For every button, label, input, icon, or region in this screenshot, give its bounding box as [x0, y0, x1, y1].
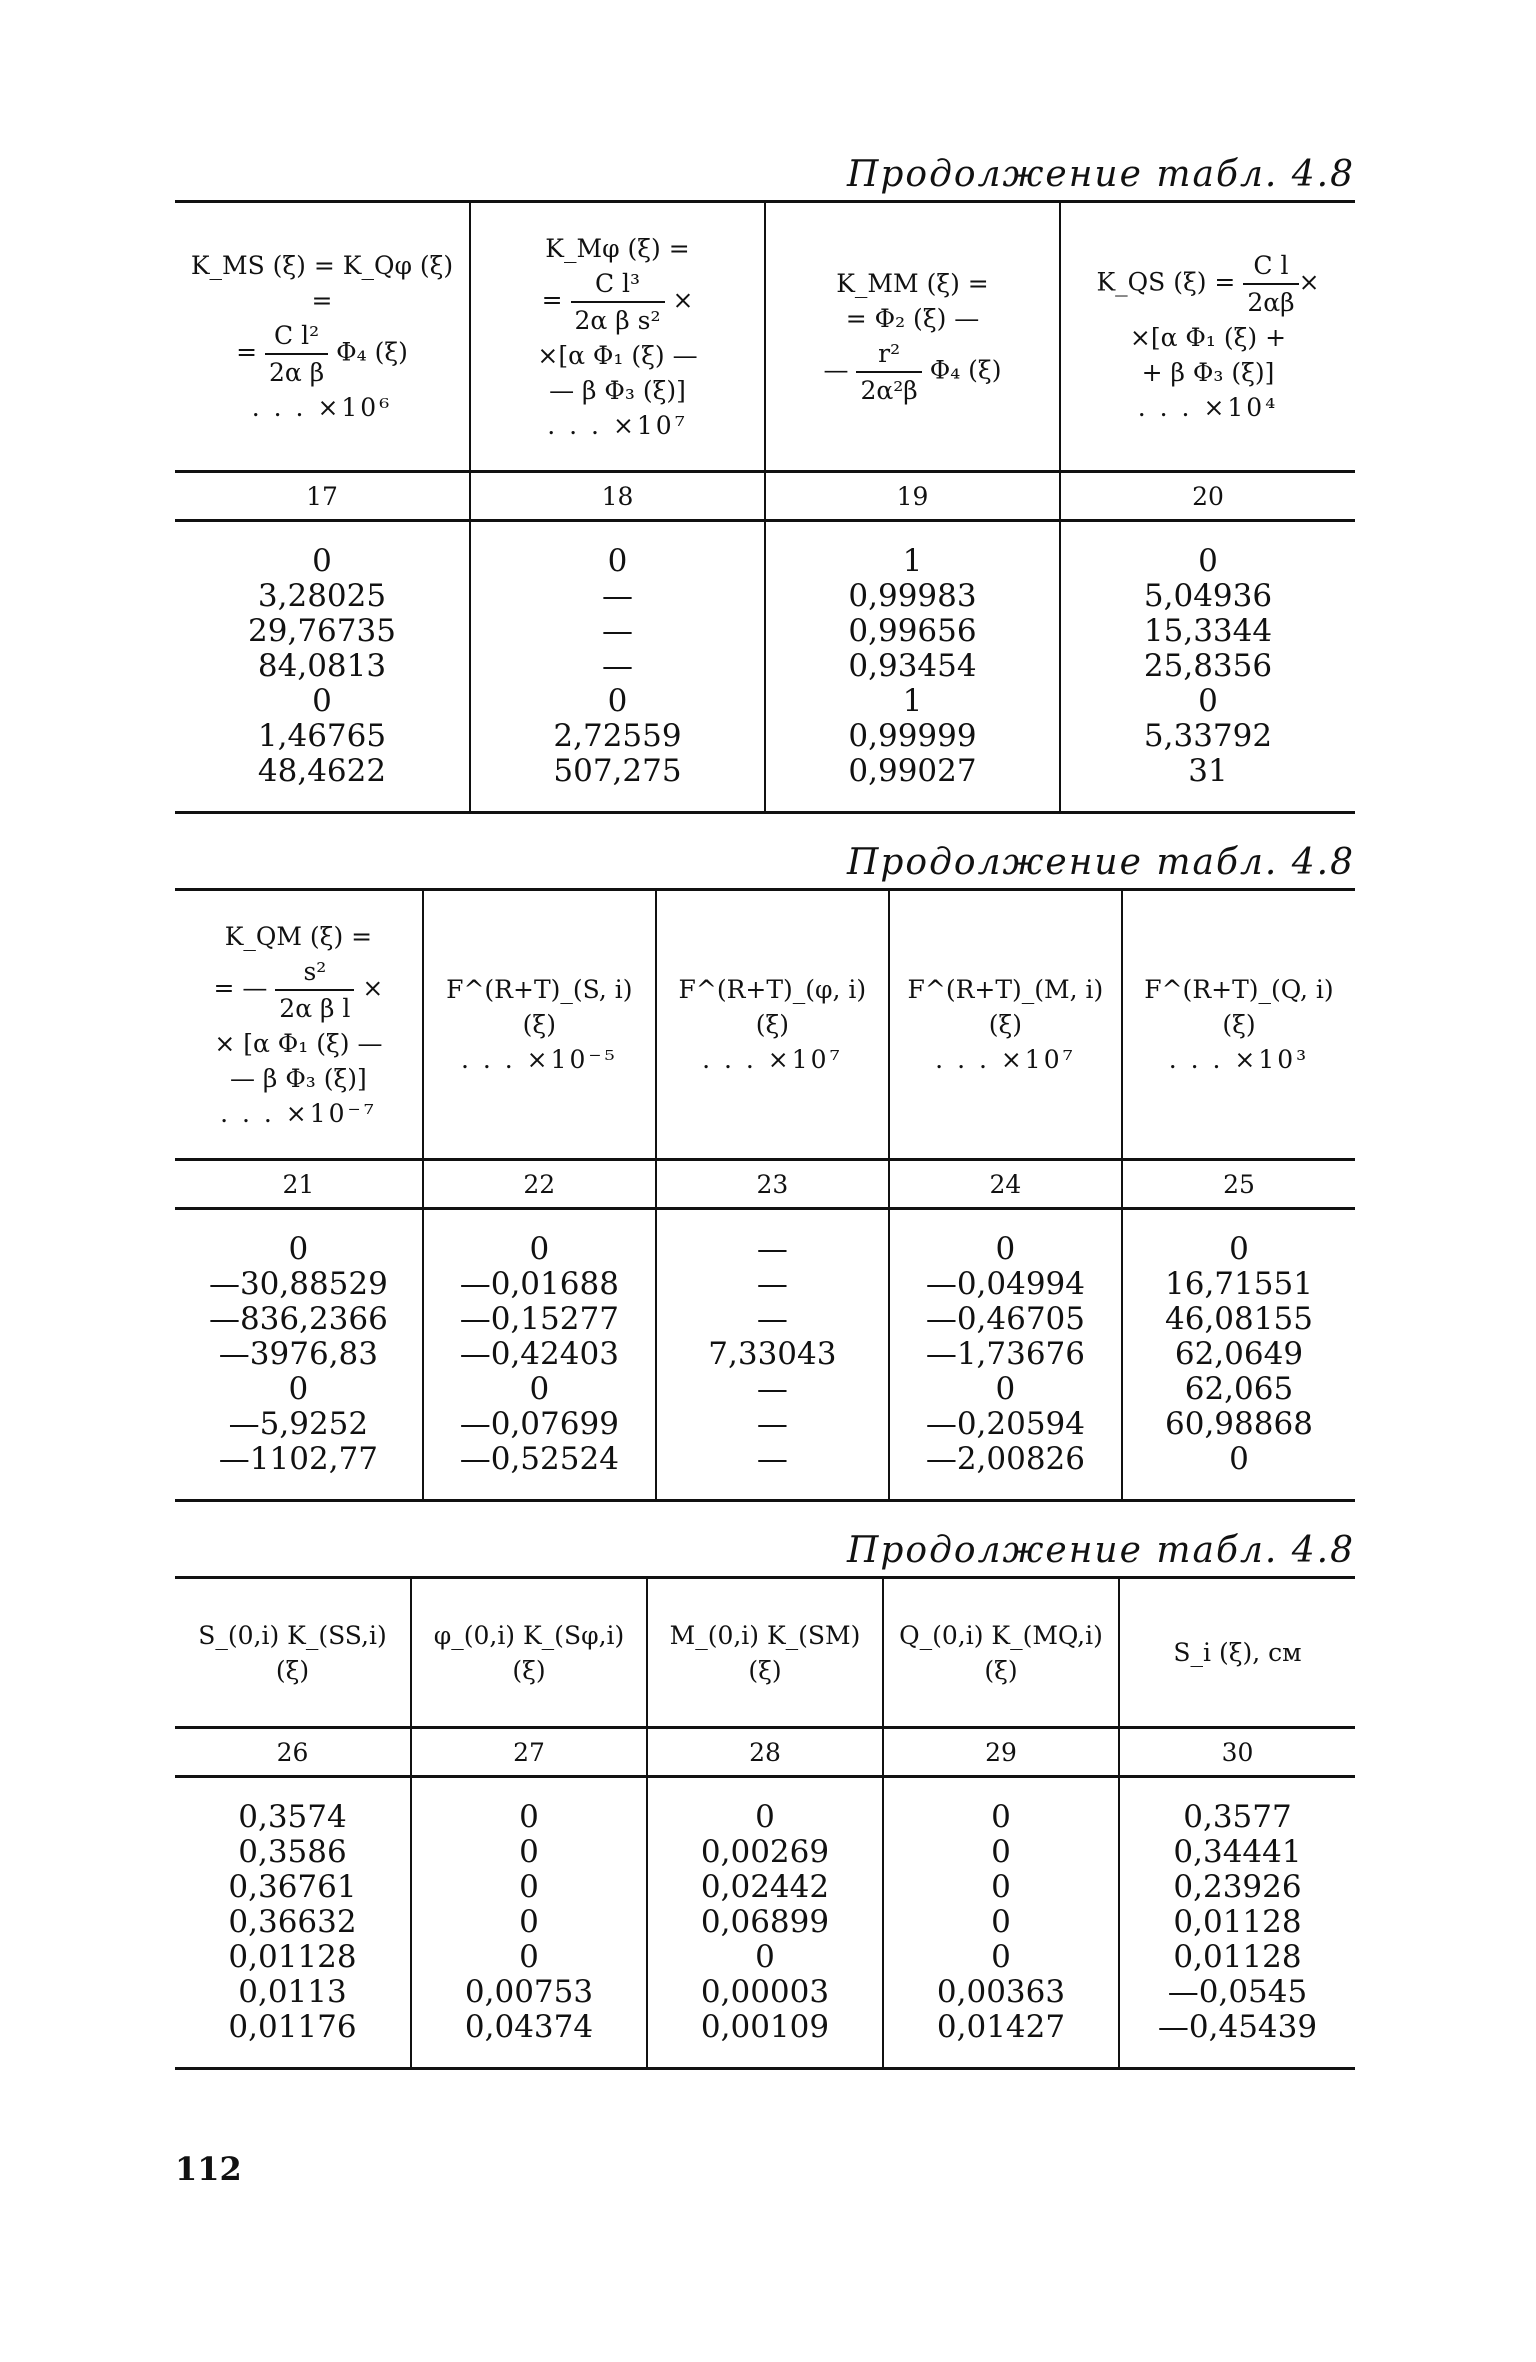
header-row	[175, 1578, 1355, 1728]
table-cell: 5,33792	[1143, 718, 1273, 754]
column-number-row	[175, 1160, 1355, 1209]
table-cell: 0,99027	[848, 753, 977, 789]
table-cell: 1,46765	[257, 718, 387, 754]
table-cell: 0	[312, 543, 332, 579]
column-number: 27	[411, 1728, 647, 1777]
value-column	[656, 1209, 889, 1501]
table-cell: 0	[1229, 1231, 1249, 1267]
table-cell: 0,00109	[700, 2009, 830, 2045]
table-cell: 0	[991, 1904, 1011, 1940]
table-block-3	[175, 1576, 1355, 2070]
header-col-28: M_(0,i) K_(SM) (ξ)	[647, 1578, 883, 1728]
table-cell: 15,3344	[1143, 613, 1273, 649]
fraction: $\frac{\text{C l²}}{\text{2α β}}$	[265, 318, 328, 390]
table-cell: —1102,77	[218, 1441, 378, 1477]
table-cell: —836,2366	[208, 1301, 388, 1337]
table-cell: —0,07699	[459, 1406, 619, 1442]
value-column	[470, 521, 765, 813]
header-col-25	[1122, 890, 1355, 1160]
header-col-21: K_QM (ξ) = = — $\frac{\text{s²}}{\text{2α β l}}$ × × [α Φ₁ (ξ) — — β Φ₃ (ξ)] . . . ×10⁻⁷	[175, 890, 423, 1160]
value-column	[175, 521, 470, 813]
multiplier: . . . ×10⁻⁷	[220, 1098, 377, 1128]
table-cell: 0,00003	[700, 1974, 830, 2010]
header-col-29: Q_(0,i) K_(MQ,i) (ξ)	[883, 1578, 1119, 1728]
table-cell: 0,01128	[228, 1939, 357, 1975]
table-cell: 16,71551	[1165, 1266, 1313, 1302]
table-cell: —0,04994	[925, 1266, 1086, 1302]
table-cell: 0,36761	[228, 1869, 357, 1905]
table-cell: 0,04374	[464, 2009, 594, 2045]
table-cell: 0	[991, 1834, 1011, 1870]
table-cell: 0,93454	[848, 648, 977, 684]
values-row	[175, 521, 1355, 813]
column-number-row	[175, 1728, 1355, 1777]
column-number: 23	[656, 1160, 889, 1209]
table-block-2	[175, 888, 1355, 1502]
multiplier: . . . ×10³	[1168, 1045, 1310, 1074]
table-cell: 46,08155	[1165, 1301, 1313, 1337]
table-cell: 0,00363	[936, 1974, 1066, 2010]
formula-line: — β Φ₃ (ξ)]	[229, 1063, 367, 1093]
table-cell: 1	[902, 683, 923, 719]
formula-line: ×[α Φ₁ (ξ) —	[537, 340, 698, 370]
table-cell: —0,45439	[1157, 2009, 1318, 2045]
values-row	[175, 1777, 1355, 2069]
column-number: 24	[889, 1160, 1122, 1209]
column-number: 21	[175, 1160, 423, 1209]
table-cell: 0	[1198, 683, 1218, 719]
multiplier: . . . ×10⁴	[1137, 393, 1279, 422]
table-cell: 0	[755, 1799, 775, 1835]
column-number: 26	[175, 1728, 411, 1777]
table-cell: 0	[519, 1939, 539, 1975]
table-cell: —	[756, 1231, 788, 1267]
table-cell: —0,0545	[1167, 1974, 1308, 2010]
header-row	[175, 202, 1355, 472]
value-column	[175, 1209, 423, 1501]
table-cell: 0	[288, 1371, 309, 1407]
table-cell: —	[756, 1371, 788, 1407]
table-cell: 3,28025	[257, 578, 387, 614]
fraction: $\frac{\text{C l}}{2\alpha\beta}$	[1243, 248, 1298, 320]
header-col-17: K_MS (ξ) = K_Qφ (ξ) = = $\frac{\text{C l²}}{\text{2α β}}$ Φ₄ (ξ) . . . ×10⁶	[175, 202, 470, 472]
value-column	[647, 1777, 883, 2069]
table-cell: 62,065	[1184, 1371, 1294, 1407]
table-cell: 0	[312, 683, 332, 719]
table-cell: —	[756, 1266, 788, 1302]
table-cell: —2,00826	[925, 1441, 1086, 1477]
value-column	[1060, 521, 1355, 813]
value-column	[883, 1777, 1119, 2069]
multiplier: . . . ×10⁷	[935, 1045, 1076, 1074]
formula-line: = Φ₂ (ξ) —	[845, 303, 980, 333]
formula-line: + β Φ₃ (ξ)]	[1141, 358, 1275, 387]
table-cell: 0	[529, 1231, 550, 1267]
multiplier: . . . ×10⁷	[547, 410, 688, 440]
multiplier: . . . ×10⁶	[251, 393, 393, 422]
table-cell: 0	[519, 1904, 539, 1940]
column-number: 22	[423, 1160, 656, 1209]
table-cell: —	[756, 1406, 788, 1442]
table-cell: 0,3574	[238, 1799, 347, 1835]
table-cell: 0	[519, 1799, 539, 1835]
table-cell: 0	[755, 1939, 775, 1975]
page-number: 112	[175, 2150, 242, 2188]
table-cell: 0	[519, 1869, 539, 1905]
formula-line: F^(R+T)_(φ, i) (ξ)	[678, 975, 867, 1039]
table-block-1	[175, 200, 1355, 814]
table-cell: 0,99983	[848, 578, 977, 614]
fraction: $\frac{\text{r²}}{\text{2α²β}}$	[856, 336, 921, 408]
formula-line: — β Φ₃ (ξ)]	[549, 375, 686, 405]
table-cell: 2,72559	[553, 718, 682, 754]
table-caption-3: Продолжение табл. 4.8	[846, 1530, 1355, 1571]
table-cell: 0,99999	[848, 718, 977, 754]
values-row	[175, 1209, 1355, 1501]
header-col-22	[423, 890, 656, 1160]
table-cell: 0	[995, 1371, 1016, 1407]
table-cell: —0,46705	[925, 1301, 1086, 1337]
table-cell: —0,42403	[459, 1336, 619, 1372]
table-cell: 0	[1229, 1441, 1249, 1477]
table-cell: —3976,83	[218, 1336, 378, 1372]
header-col-23	[656, 890, 889, 1160]
table-cell: —5,9252	[228, 1406, 369, 1442]
formula-line: × [α Φ₁ (ξ) —	[214, 1028, 383, 1058]
header-col-24	[889, 890, 1122, 1160]
table-cell: 0	[991, 1799, 1011, 1835]
table-cell: 0,99656	[848, 613, 977, 649]
column-number: 20	[1060, 472, 1355, 521]
table-page	[175, 150, 1355, 2070]
header-col-30: S_i (ξ), см	[1119, 1578, 1355, 1728]
table-cell: 0,00753	[464, 1974, 594, 2010]
table-cell: 0,01128	[1173, 1904, 1302, 1940]
value-column	[411, 1777, 647, 2069]
table-cell: —0,20594	[925, 1406, 1086, 1442]
table-cell: 0	[288, 1231, 309, 1267]
header-row	[175, 890, 1355, 1160]
table-cell: —0,01688	[459, 1266, 619, 1302]
table-cell: 0,01427	[936, 2009, 1066, 2045]
formula-line: K_MM (ξ) =	[836, 268, 989, 298]
formula-line: F^(R+T)_(M, i) (ξ)	[907, 975, 1104, 1039]
value-column	[765, 521, 1060, 813]
formula-line: F^(R+T)_(S, i) (ξ)	[446, 975, 633, 1039]
formula-line: K_QM (ξ) =	[224, 921, 373, 951]
table-cell: 60,98868	[1165, 1406, 1313, 1442]
table-cell: —	[602, 613, 633, 649]
column-number: 28	[647, 1728, 883, 1777]
table-cell: 0,23926	[1173, 1869, 1302, 1905]
table-cell: 0,06899	[700, 1904, 830, 1940]
value-column	[1119, 1777, 1355, 2069]
column-number: 30	[1119, 1728, 1355, 1777]
table-cell: 0,01128	[1173, 1939, 1302, 1975]
table-cell: 507,275	[553, 753, 682, 789]
multiplier: . . . ×10⁷	[702, 1045, 843, 1074]
column-number: 17	[175, 472, 470, 521]
column-number: 19	[765, 472, 1060, 521]
formula-line: ×[α Φ₁ (ξ) +	[1129, 323, 1287, 352]
table-cell: —30,88529	[208, 1266, 388, 1302]
fraction: $\frac{\text{s²}}{\text{2α β l}}$	[275, 954, 354, 1026]
table-cell: 0	[995, 1231, 1016, 1267]
header-col-20: K_QS (ξ) = $\frac{\text{C l}}{2\alpha\beta}$ × ×[α Φ₁ (ξ) + + β Φ₃ (ξ)] . . . ×10⁴	[1060, 202, 1355, 472]
table-cell: 31	[1188, 753, 1228, 789]
table-cell: —	[756, 1441, 788, 1477]
table-cell: 0	[991, 1939, 1011, 1975]
table-cell: 25,8356	[1143, 648, 1273, 684]
table-cell: —	[602, 578, 633, 614]
header-col-27: φ_(0,i) K_(Sφ,i) (ξ)	[411, 1578, 647, 1728]
formula-line: F^(R+T)_(Q, i) (ξ)	[1144, 975, 1334, 1039]
column-number-row	[175, 472, 1355, 521]
table-cell: —0,15277	[459, 1301, 619, 1337]
table-cell: 5,04936	[1143, 578, 1273, 614]
table-cell: —	[756, 1301, 788, 1337]
column-number: 18	[470, 472, 765, 521]
multiplier: . . . ×10⁻⁵	[460, 1045, 618, 1074]
value-column	[1122, 1209, 1355, 1501]
table-cell: 0,00269	[700, 1834, 830, 1870]
table-cell: 0,34441	[1173, 1834, 1302, 1870]
header-col-19: K_MM (ξ) = = Φ₂ (ξ) — — $\frac{\text{r²}}{\text{2α²β}}$ Φ₄ (ξ)	[765, 202, 1060, 472]
table-cell: 0,3586	[238, 1834, 347, 1870]
table-cell: 0,3577	[1183, 1799, 1292, 1835]
table-cell: 0	[607, 683, 628, 719]
table-cell: 48,4622	[257, 753, 387, 789]
table-cell: 0	[1198, 543, 1218, 579]
table-cell: 29,76735	[248, 613, 396, 649]
table-cell: 0	[607, 543, 628, 579]
table-cell: 0	[991, 1869, 1011, 1905]
table-cell: —1,73676	[925, 1336, 1086, 1372]
table-cell: 0,01176	[228, 2009, 357, 2045]
table-cell: 0	[519, 1834, 539, 1870]
table-cell: —0,52524	[459, 1441, 619, 1477]
table-cell: 7,33043	[708, 1336, 837, 1372]
column-number: 29	[883, 1728, 1119, 1777]
value-column	[889, 1209, 1122, 1501]
table-cell: —	[602, 648, 633, 684]
header-col-18: K_Mφ (ξ) = = $\frac{\text{C l³}}{\text{2α β s²}}$ × ×[α Φ₁ (ξ) — — β Φ₃ (ξ)] . . . ×10⁷	[470, 202, 765, 472]
table-caption-1: Продолжение табл. 4.8	[846, 154, 1355, 195]
value-column	[175, 1777, 411, 2069]
table-cell: 0,0113	[238, 1974, 347, 2010]
column-number: 25	[1122, 1160, 1355, 1209]
table-cell: 62,0649	[1174, 1336, 1304, 1372]
table-cell: 1	[902, 543, 923, 579]
formula-line: K_MS (ξ) = K_Qφ (ξ) =	[190, 251, 454, 315]
fraction: $\frac{\text{C l³}}{\text{2α β s²}}$	[571, 266, 665, 338]
header-col-26: S_(0,i) K_(SS,i) (ξ)	[175, 1578, 411, 1728]
value-column	[423, 1209, 656, 1501]
table-cell: 0,36632	[228, 1904, 357, 1940]
formula-line: K_Mφ (ξ) =	[545, 233, 690, 263]
table-caption-2: Продолжение табл. 4.8	[846, 842, 1355, 883]
table-cell: 0	[529, 1371, 550, 1407]
table-cell: 0,02442	[700, 1869, 830, 1905]
table-cell: 84,0813	[257, 648, 387, 684]
